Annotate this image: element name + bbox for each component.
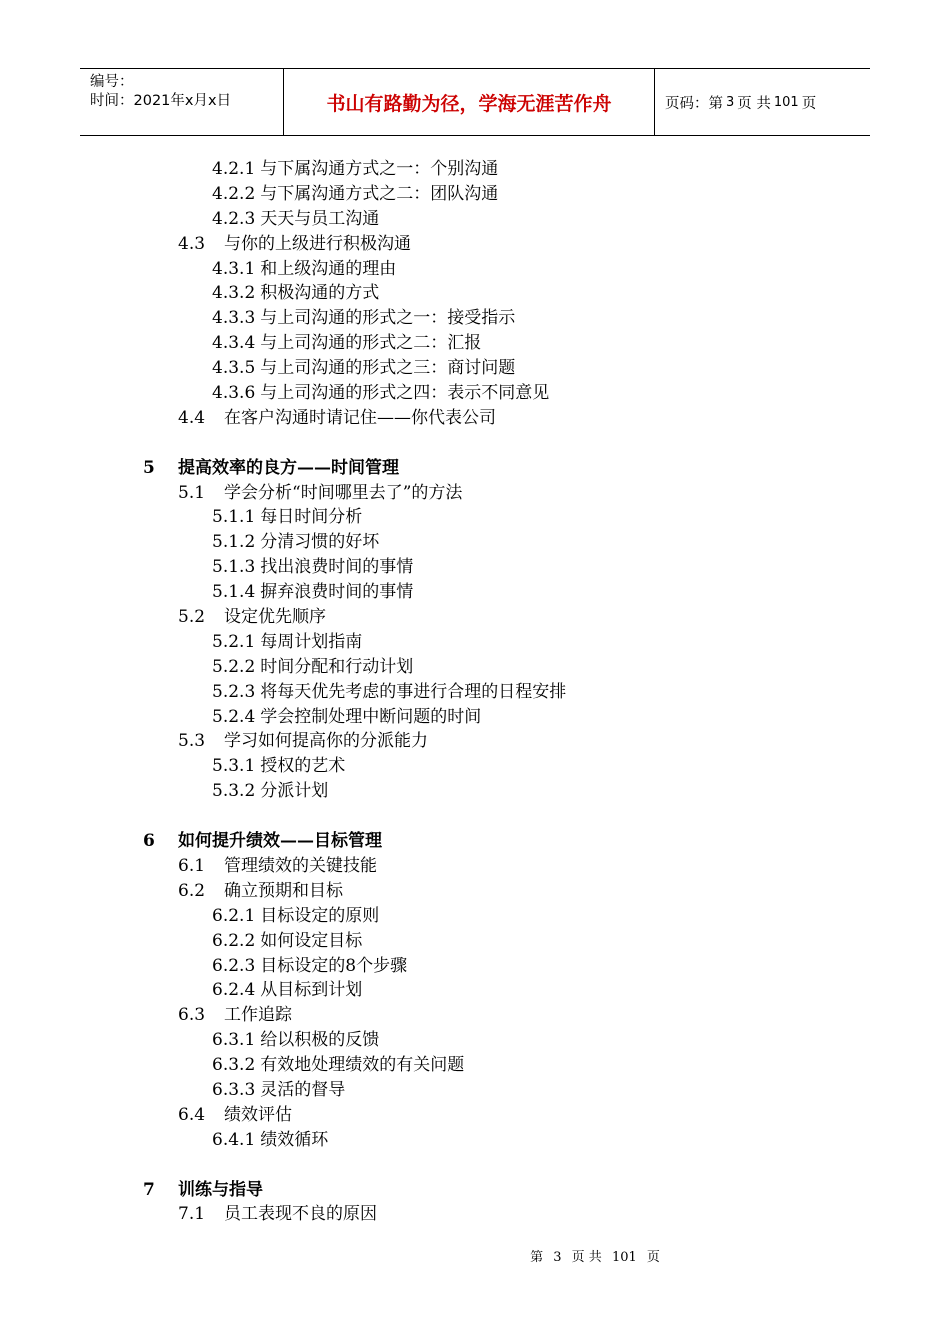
toc-entry-title: 天天与员工沟通 [260,208,380,229]
toc-entry-level-3 [0,505,950,530]
toc-entry-level-1 [0,829,950,854]
toc-entry-level-3 [0,680,950,705]
toc-entry-title: 学会分析“时间哪里去了”的方法 [224,482,463,503]
toc-entry-number: 6 [143,831,155,852]
toc-entry-level-3 [0,331,950,356]
toc-entry-level-3 [0,904,950,929]
footer-prefix: 第 [530,1250,544,1265]
toc-entry-level-3 [0,555,950,580]
header-meta [80,69,283,135]
toc-entry-level-3 [0,281,950,306]
header-page-current: 3 [726,94,735,110]
toc-entry-number: 6.2.4 [212,980,256,1001]
toc-entry-number: 4.4 [178,407,206,428]
toc-entry-title: 分派计划 [260,781,329,802]
toc-entry-level-3 [0,929,950,954]
toc-entry-title: 目标设定的8个步骤 [260,955,408,976]
toc-entry-number: 5.1 [178,482,206,503]
toc-entry-title: 时间分配和行动计划 [260,656,414,677]
toc-entry-number: 4.3.6 [212,383,256,404]
toc-entry-level-1 [0,1178,950,1203]
toc-entry-level-2 [0,854,950,879]
footer-current-page: 3 [553,1250,562,1265]
toc-entry-title: 与上司沟通的形式之一：接受指示 [260,308,516,329]
header-page-mid: 页 共 [737,95,771,112]
toc-entry-level-2 [0,605,950,630]
toc-entry-level-2 [0,1003,950,1028]
toc-entry-level-3 [0,1028,950,1053]
toc-entry-number: 4.2.1 [212,159,256,179]
toc-entry-number: 7 [143,1179,155,1200]
table-of-contents [0,157,950,1227]
toc-entry-level-3 [0,978,950,1003]
toc-entry-number: 6.3.3 [212,1079,256,1100]
toc-entry-level-3 [0,630,950,655]
toc-entry-number: 6.2.2 [212,930,256,951]
toc-entry-level-3 [0,655,950,680]
toc-entry-number: 5.2.4 [212,706,256,727]
toc-entry-title: 训练与指导 [178,1179,263,1200]
toc-entry-title: 学习如何提高你的分派能力 [224,731,428,752]
toc-entry-title: 如何设定目标 [260,930,363,951]
toc-entry-number: 7.1 [178,1204,206,1225]
toc-entry-number: 6.4 [178,1104,206,1125]
toc-entry-number: 4.3.3 [212,308,256,329]
toc-spacer [0,1153,950,1178]
toc-entry-level-2 [0,729,950,754]
header-page-total: 101 [773,94,799,110]
toc-entry-level-3 [0,356,950,381]
toc-entry-number: 6.1 [178,855,206,876]
toc-entry-level-3 [0,157,950,182]
toc-entry-title: 学会控制处理中断问题的时间 [260,706,482,727]
toc-entry-title: 提高效率的良方——时间管理 [178,457,399,478]
toc-entry-title: 摒弃浪费时间的事情 [260,582,414,603]
toc-entry-number: 6.3 [178,1005,206,1026]
page-footer [0,1246,950,1265]
toc-entry-level-3 [0,779,950,804]
toc-entry-number: 6.2.1 [212,905,256,926]
toc-entry-number: 5.3.1 [212,756,256,777]
header-date-label: 时间：2021年x月x日 [90,93,232,109]
toc-entry-number: 6.3.1 [212,1030,256,1051]
toc-entry-level-3 [0,207,950,232]
header-page-prefix: 页码：第 [665,95,723,112]
toc-entry-level-3 [0,381,950,406]
toc-entry-title: 积极沟通的方式 [260,283,380,304]
toc-entry-title: 从目标到计划 [260,980,363,1001]
toc-entry-title: 确立预期和目标 [224,880,343,901]
toc-spacer [0,431,950,456]
toc-entry-number: 5.1.4 [212,582,256,603]
toc-entry-title: 绩效循环 [260,1129,329,1150]
toc-entry-number: 5.2.2 [212,656,256,677]
toc-entry-number: 5.3 [178,731,206,752]
toc-entry-title: 目标设定的原则 [260,905,380,926]
toc-entry-title: 与你的上级进行积极沟通 [224,233,411,254]
footer-suffix: 页 [646,1250,660,1265]
toc-entry-title: 设定优先顺序 [224,607,326,628]
toc-entry-level-3 [0,182,950,207]
toc-entry-number: 5.2 [178,607,206,628]
toc-entry-title: 工作追踪 [224,1005,292,1026]
toc-entry-title: 和上级沟通的理由 [260,258,397,279]
toc-spacer [0,804,950,829]
toc-entry-level-3 [0,1128,950,1153]
toc-entry-number: 5.3.2 [212,781,256,802]
toc-entry-title: 与上司沟通的形式之二：汇报 [260,333,482,354]
toc-entry-title: 如何提升绩效——目标管理 [178,831,382,852]
toc-entry-title: 与下属沟通方式之二：团队沟通 [260,183,499,204]
toc-entry-number: 4.2.2 [212,183,256,204]
toc-entry-number: 5.2.3 [212,681,256,702]
toc-entry-level-3 [0,580,950,605]
toc-entry-level-3 [0,954,950,979]
toc-entry-number: 5.2.1 [212,631,256,652]
toc-entry-title: 授权的艺术 [260,756,346,777]
header-motto: 书山有路勤为径，学海无涯苦作舟 [283,69,655,135]
toc-entry-number: 5.1.1 [212,507,256,528]
toc-entry-title: 灵活的督导 [260,1079,346,1100]
toc-entry-number: 6.3.2 [212,1055,256,1076]
toc-entry-title: 管理绩效的关键技能 [224,855,377,876]
toc-entry-level-2 [0,1103,950,1128]
toc-entry-number: 6.4.1 [212,1129,256,1150]
toc-entry-level-2 [0,481,950,506]
toc-entry-title: 每日时间分析 [260,507,363,528]
toc-entry-title: 与上司沟通的形式之三：商讨问题 [260,358,516,379]
toc-entry-level-3 [0,257,950,282]
toc-entry-number: 4.3 [178,233,206,254]
toc-entry-title: 绩效评估 [224,1104,292,1125]
toc-entry-number: 4.2.3 [212,208,256,229]
toc-entry-level-1 [0,456,950,481]
toc-entry-title: 与上司沟通的形式之四：表示不同意见 [260,383,550,404]
toc-entry-level-2 [0,406,950,431]
toc-entry-level-3 [0,754,950,779]
toc-entry-number: 5 [143,457,155,478]
header-page-suffix: 页 [801,95,817,112]
toc-entry-number: 6.2.3 [212,955,256,976]
toc-entry-level-3 [0,1053,950,1078]
toc-entry-title: 在客户沟通时请记住——你代表公司 [224,407,496,428]
toc-entry-title: 与下属沟通方式之一：个别沟通 [260,159,499,179]
toc-entry-title: 有效地处理绩效的有关问题 [260,1055,465,1076]
toc-entry-title: 每周计划指南 [260,631,363,652]
footer-total-pages: 101 [611,1250,637,1265]
header-number-label: 编号： [90,74,134,90]
toc-entry-number: 6.2 [178,880,206,901]
toc-entry-number: 5.1.3 [212,557,256,578]
toc-entry-level-3 [0,530,950,555]
toc-entry-title: 员工表现不良的原因 [224,1204,377,1225]
toc-entry-number: 4.3.2 [212,283,256,304]
toc-entry-level-3 [0,1078,950,1103]
toc-entry-number: 4.3.4 [212,333,256,354]
page-header [80,68,870,136]
toc-entry-title: 找出浪费时间的事情 [260,557,414,578]
toc-entry-level-3 [0,306,950,331]
header-page-info [655,69,870,135]
toc-entry-number: 5.1.2 [212,532,256,553]
toc-entry-level-3 [0,705,950,730]
toc-entry-level-2 [0,879,950,904]
toc-entry-number: 4.3.1 [212,258,256,279]
toc-entry-title: 给以积极的反馈 [260,1030,380,1051]
toc-entry-level-2 [0,1202,950,1227]
toc-entry-title: 分清习惯的好坏 [260,532,380,553]
toc-entry-number: 4.3.5 [212,358,256,379]
footer-mid: 页 共 [571,1250,602,1265]
toc-entry-title: 将每天优先考虑的事进行合理的日程安排 [260,681,567,702]
toc-entry-level-2 [0,232,950,257]
